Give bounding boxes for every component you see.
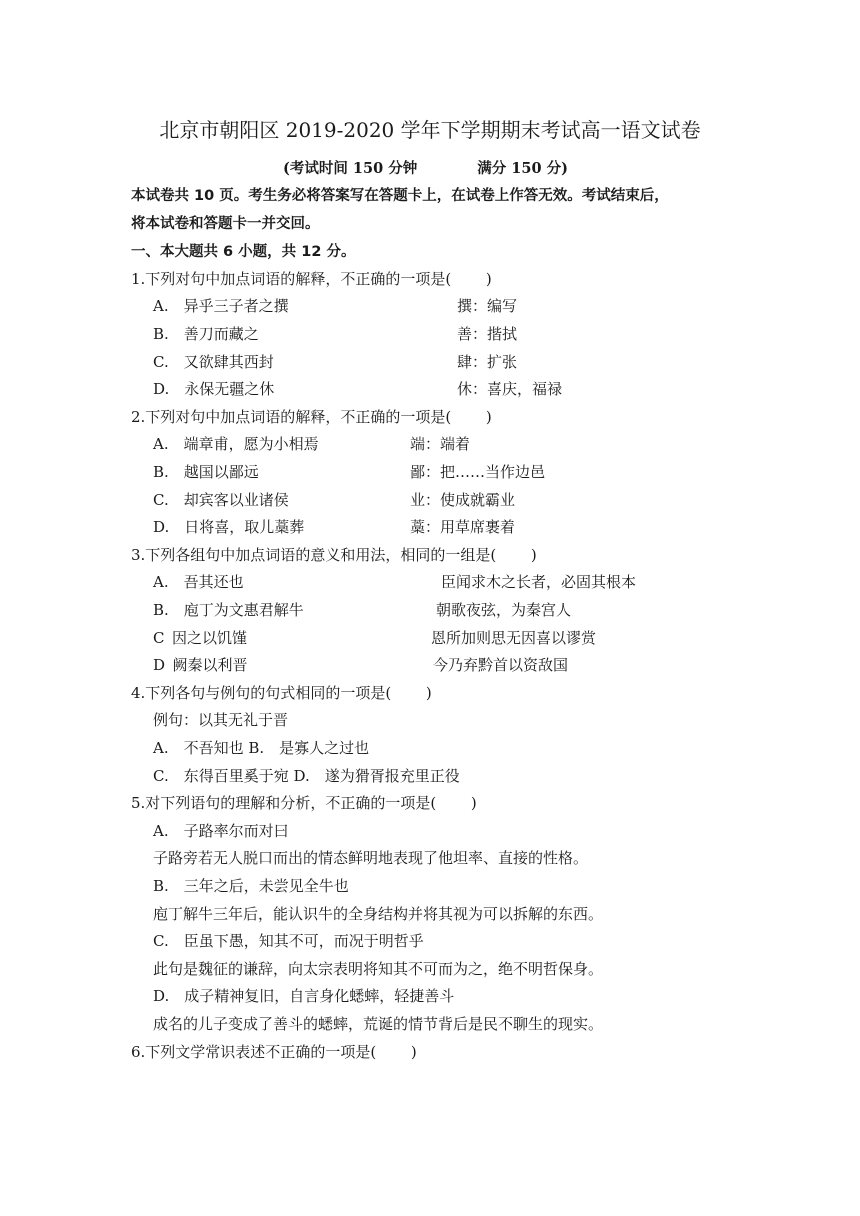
q3-gloss-c: 恩所加则思无因喜以谬赏: [431, 629, 597, 647]
q1-option-c: C. 又欲肆其西封: [153, 353, 274, 371]
q3-gloss-a: 臣闻求木之长者，必固其根本: [441, 573, 637, 591]
q4-options-cd: C. 东得百里奚于宛 D. 遂为猾胥报充里正役: [153, 767, 460, 785]
q5-quote-b: B. 三年之后，未尝见全牛也: [153, 877, 349, 895]
q5-quote-d: D. 成子精神复旧，自言身化蟋蟀，轻捷善斗: [153, 987, 455, 1005]
q3-option-b: B. 庖丁为文惠君解牛: [153, 601, 304, 619]
question-3-stem: 3.下列各组句中加点词语的意义和用法，相同的一组是( ): [131, 546, 537, 564]
q4-example: 例句：以其无礼于晋: [153, 711, 289, 729]
q5-analysis-d: 成名的儿子变成了善斗的蟋蟀，荒诞的情节背后是民不聊生的现实。: [153, 1015, 604, 1033]
q1-gloss-b: 善：揩拭: [457, 325, 518, 343]
notice-line-2: 将本试卷和答题卡一并交回。: [131, 216, 320, 232]
q5-quote-a: A. 子路率尔而对曰: [153, 822, 289, 840]
section-heading: 一、本大题共 6 小题，共 12 分。: [131, 244, 356, 260]
q5-analysis-b: 庖丁解牛三年后，能认识牛的全身结构并将其视为可以拆解的东西。: [153, 905, 604, 923]
q1-gloss-c: 肆：扩张: [457, 353, 518, 371]
q1-option-d: D. 永保无疆之休: [153, 380, 275, 398]
q3-gloss-b: 朝歌夜弦，为秦宫人: [436, 601, 572, 619]
exam-subtitle: [283, 157, 568, 178]
question-6-stem: 6.下列文学常识表述不正确的一项是( ): [131, 1043, 417, 1061]
q2-gloss-a: 端：端着: [410, 435, 471, 453]
q2-option-d: D. 日将喜，取儿藁葬: [153, 518, 305, 536]
page-title: 北京市朝阳区 2019-2020 学年下学期期末考试高一语文试卷: [159, 118, 701, 142]
question-2-stem: 2.下列对句中加点词语的解释，不正确的一项是( ): [131, 408, 492, 426]
exam-time: (考试时间 150 分钟: [283, 160, 418, 177]
q3-option-d: D 阙秦以利晋: [153, 656, 248, 674]
question-5-stem: 5.对下列语句的理解和分析，不正确的一项是( ): [131, 794, 477, 812]
q2-gloss-c: 业：使成就霸业: [410, 491, 516, 509]
q1-option-a: A. 异乎三子者之撰: [153, 297, 289, 315]
q5-analysis-c: 此句是魏征的谦辞，向太宗表明将知其不可而为之，绝不明哲保身。: [153, 960, 604, 978]
q2-gloss-d: 藁：用草席裹着: [410, 518, 516, 536]
q2-option-c: C. 却宾客以业诸侯: [153, 491, 289, 509]
q1-gloss-a: 撰：编写: [457, 297, 518, 315]
q4-options-ab: A. 不吾知也 B. 是寡人之过也: [153, 739, 370, 757]
question-1-stem: 1.下列对句中加点词语的解释，不正确的一项是( ): [131, 270, 492, 288]
q2-gloss-b: 鄙：把……当作边邑: [410, 463, 546, 481]
q1-option-b: B. 善刀而藏之: [153, 325, 259, 343]
q3-option-c: C 因之以饥馑: [153, 629, 247, 647]
exam-score: 满分 150 分): [477, 160, 568, 177]
q1-gloss-d: 休：喜庆，福禄: [457, 380, 563, 398]
q5-quote-c: C. 臣虽下愚，知其不可，而况于明哲乎: [153, 932, 424, 950]
notice-line-1: 本试卷共 10 页。考生务必将答案写在答题卡上，在试卷上作答无效。考试结束后，: [131, 188, 669, 204]
q2-option-b: B. 越国以鄙远: [153, 463, 259, 481]
question-4-stem: 4.下列各句与例句的句式相同的一项是( ): [131, 684, 432, 702]
q3-gloss-d: 今乃弃黔首以资敌国: [433, 656, 569, 674]
q3-option-a: A. 吾其还也: [153, 573, 244, 591]
q5-analysis-a: 子路旁若无人脱口而出的情态鲜明地表现了他坦率、直接的性格。: [153, 849, 589, 867]
q2-option-a: A. 端章甫，愿为小相焉: [153, 435, 319, 453]
